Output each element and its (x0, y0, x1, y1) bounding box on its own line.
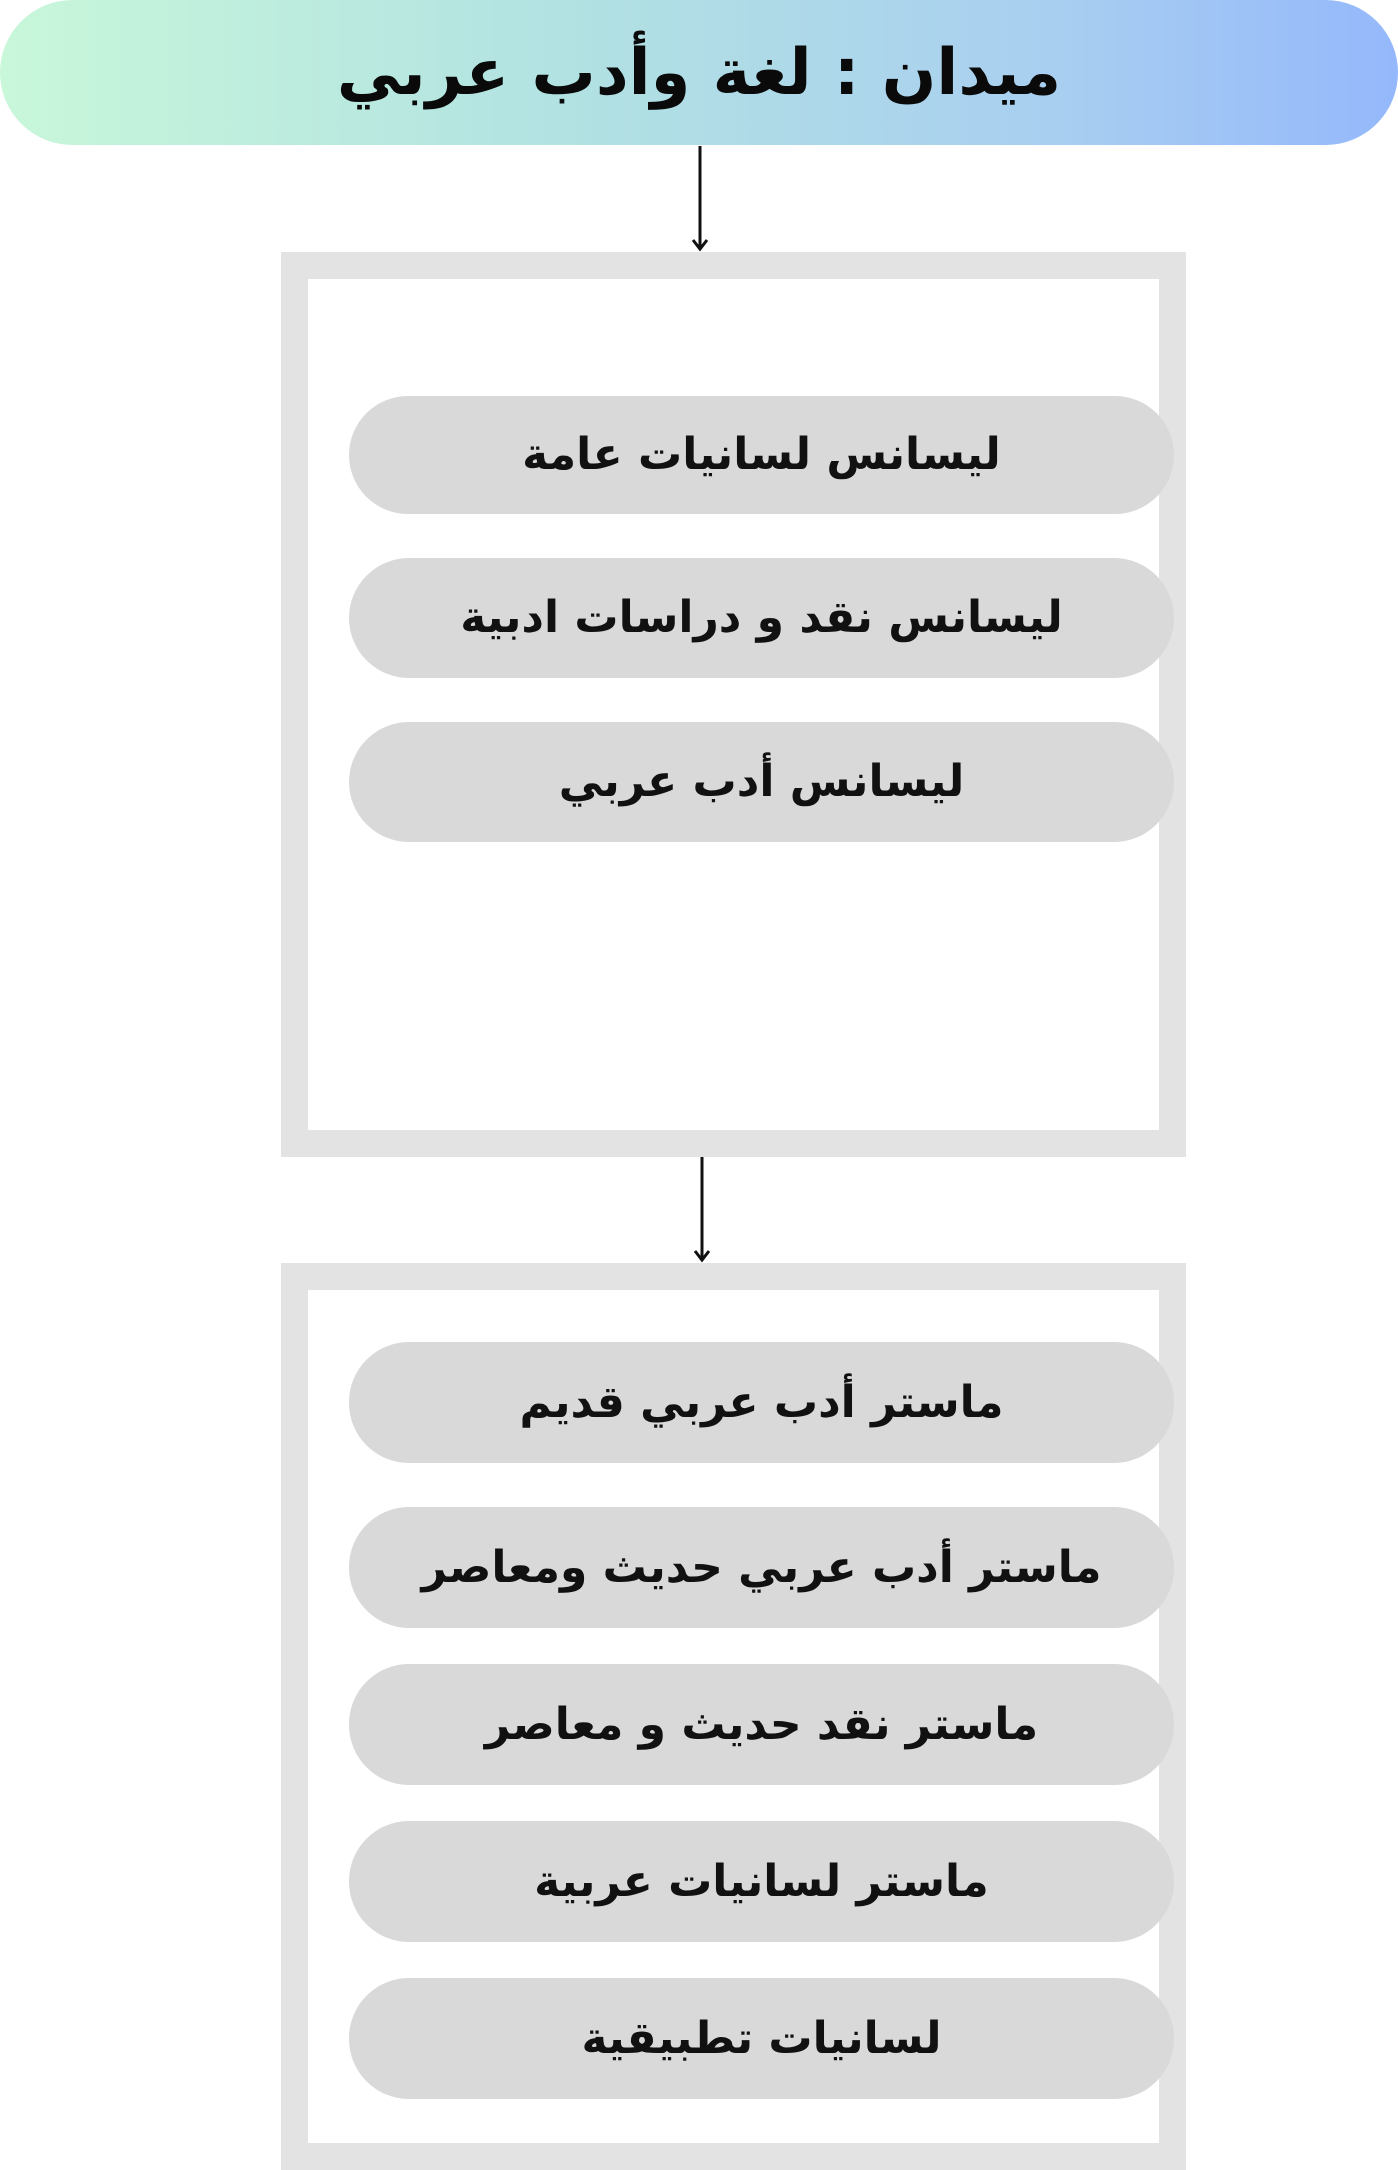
master-item-label: لسانيات تطبيقية (581, 2012, 942, 2064)
master-group-panel (281, 1263, 1186, 2170)
domain-header (0, 0, 1398, 145)
licence-item (349, 396, 1174, 514)
licence-item (349, 558, 1174, 678)
master-item (349, 1507, 1174, 1628)
licence-item-label: ليسانس لسانيات عامة (522, 429, 1001, 480)
master-item-label: ماستر أدب عربي قديم (519, 1376, 1004, 1428)
licence-item (349, 722, 1174, 842)
master-item (349, 1821, 1174, 1942)
master-item-label: ماستر لسانيات عربية (534, 1855, 989, 1907)
licence-group-panel (281, 252, 1186, 1157)
arrow-to-master-group (692, 1157, 712, 1263)
arrow-to-licence-group (690, 146, 710, 252)
master-item (349, 1664, 1174, 1785)
domain-title: ميدان : لغة وأدب عربي (336, 35, 1062, 110)
master-item-label: ماستر نقد حديث و معاصر (484, 1698, 1039, 1750)
licence-item-label: ليسانس نقد و دراسات ادبية (460, 592, 1063, 643)
licence-item-label: ليسانس أدب عربي (558, 756, 965, 807)
master-item (349, 1342, 1174, 1463)
master-item-label: ماستر أدب عربي حديث ومعاصر (421, 1541, 1102, 1593)
master-item (349, 1978, 1174, 2099)
